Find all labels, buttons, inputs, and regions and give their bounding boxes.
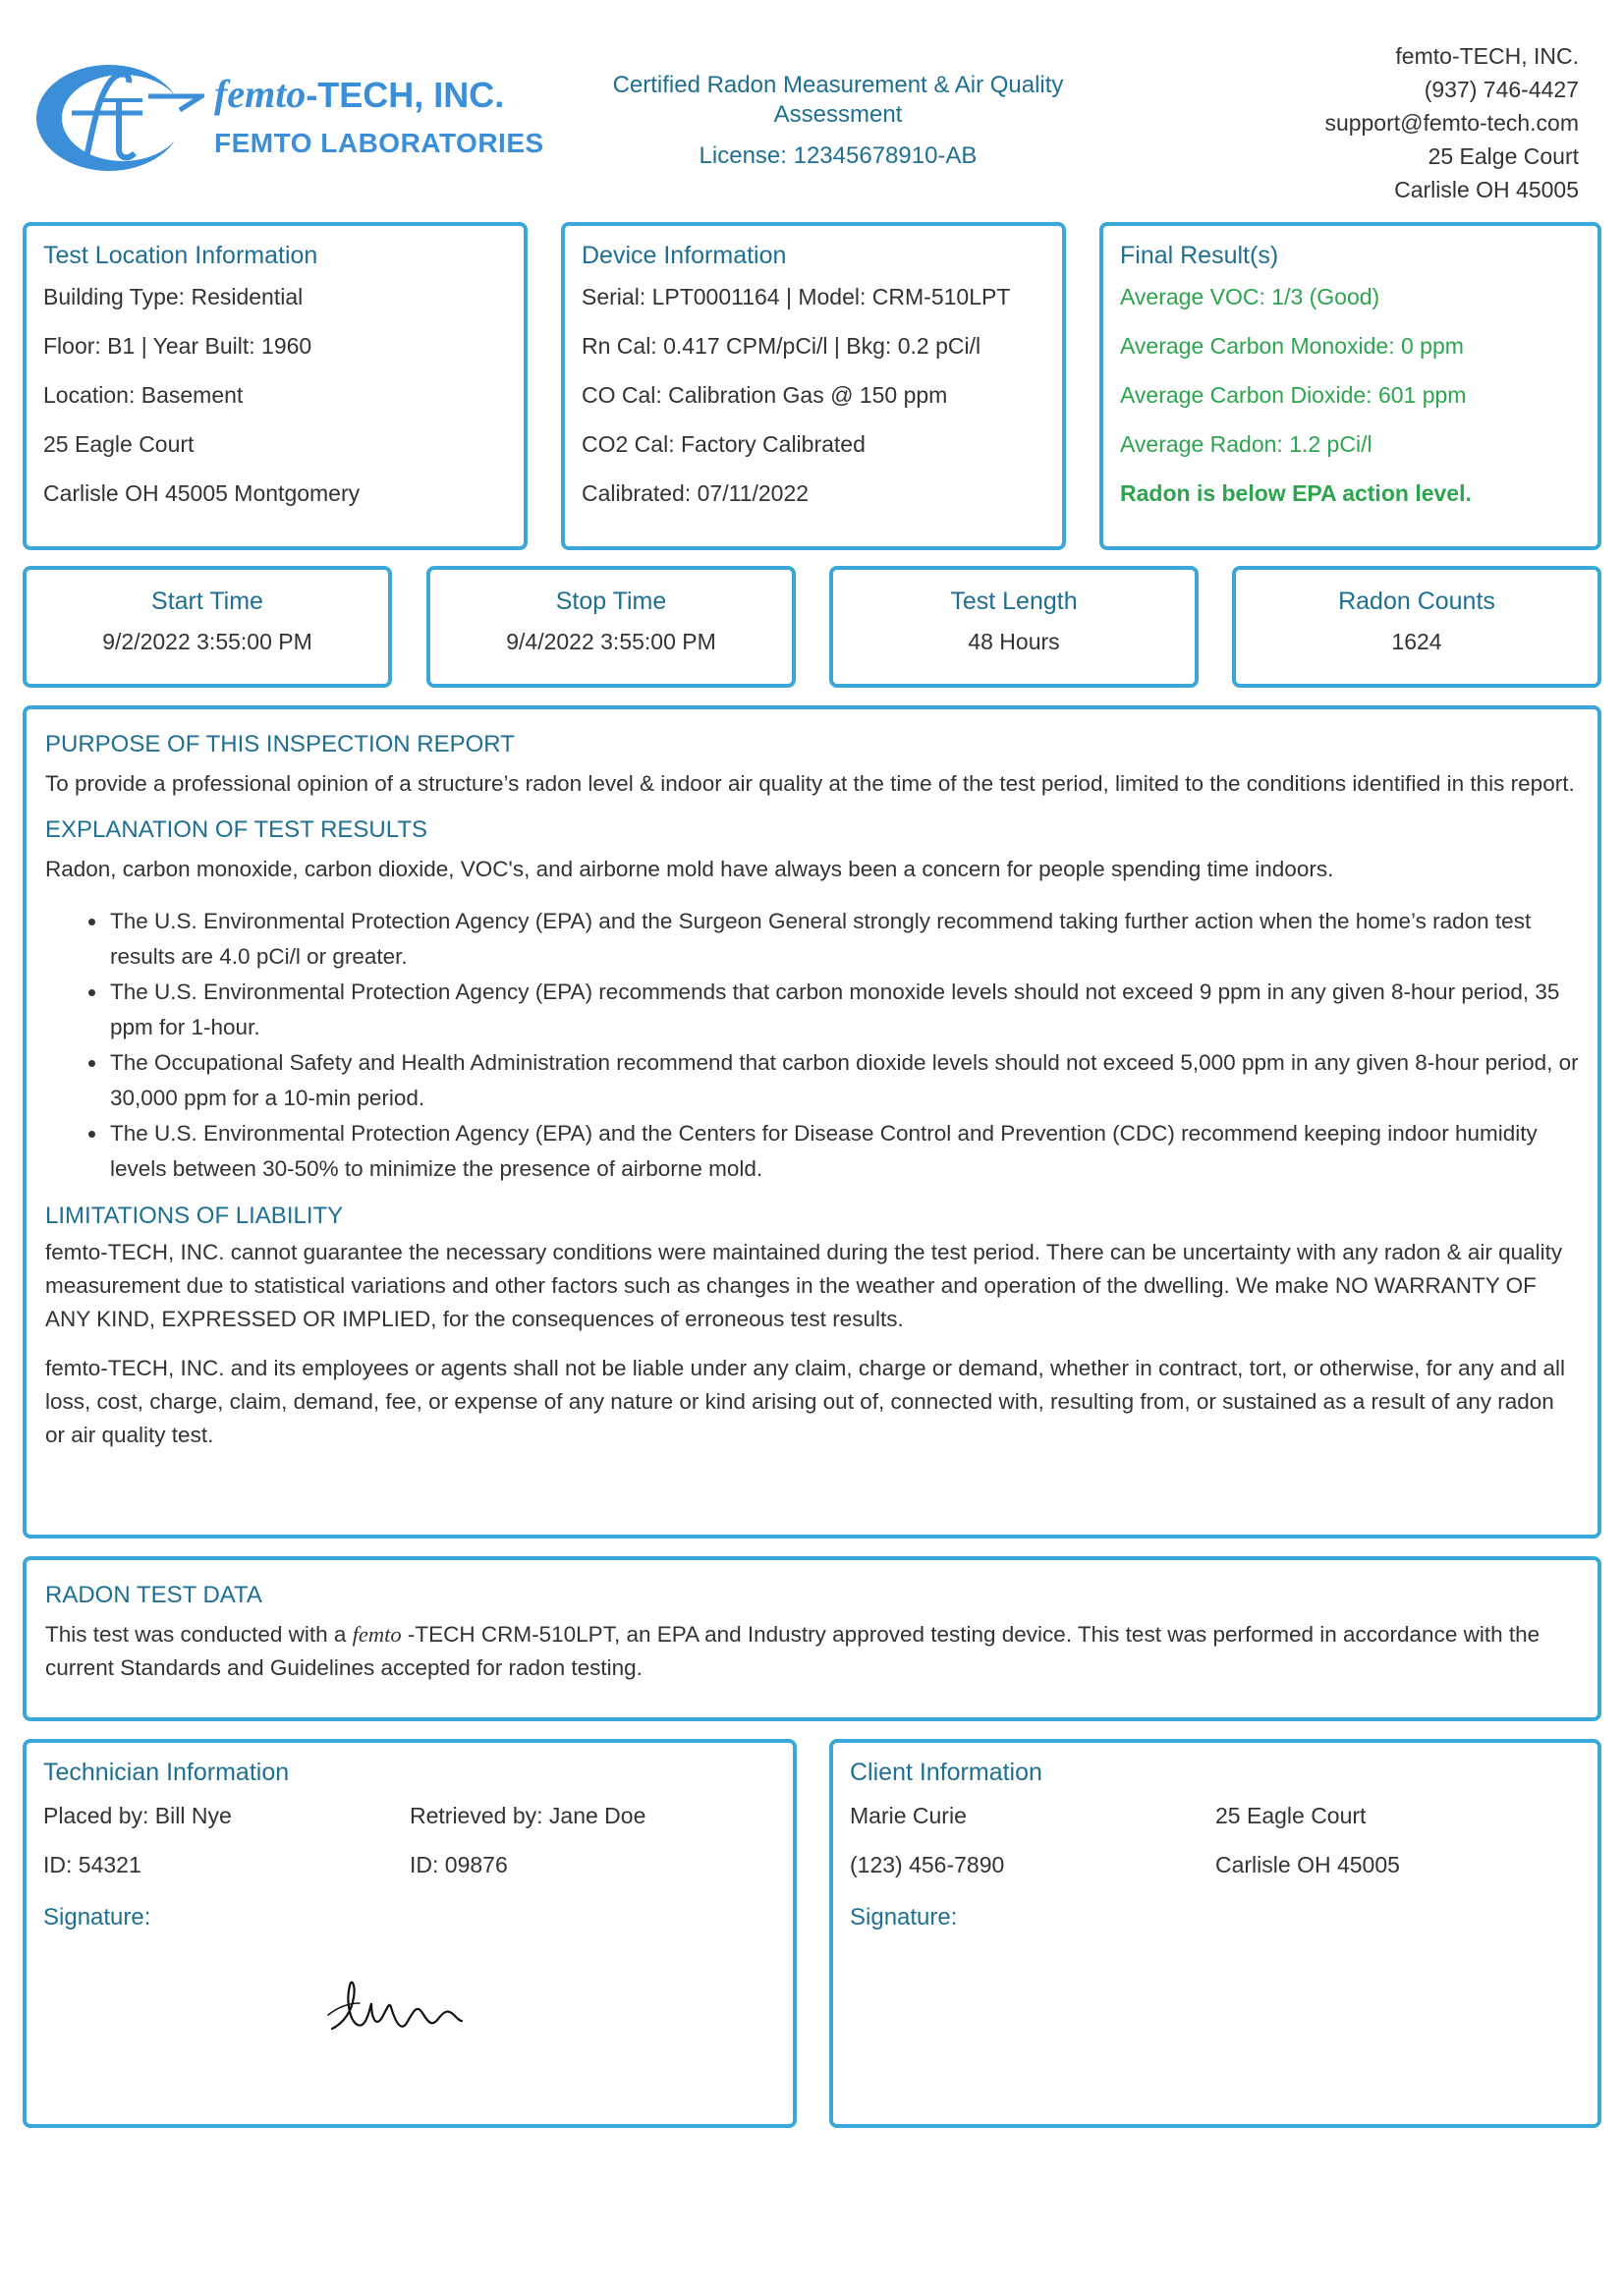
- result-co: Average Carbon Monoxide: 0 ppm: [1120, 332, 1464, 359]
- guideline-list: [108, 904, 1579, 1187]
- company-phone: (937) 746-4427: [1424, 77, 1579, 102]
- femto-logo-icon: [32, 59, 204, 177]
- limitations-paragraph-1: femto-TECH, INC. cannot guarantee the necessary conditions were maintained during the test period. There can be uncertainty with any radon & air quality measurement due to statistical variations and other factors such as changes in the weather and operation of the dwelling. We make NO WARRANTY OF ANY KIND, EXPRESSED OR IMPLIED, for the consequences of erroneous test results.: [45, 1239, 1563, 1331]
- client-street: 25 Eagle Court: [1215, 1802, 1367, 1828]
- report-header: [23, 0, 1601, 214]
- signature-label: Signature:: [43, 1903, 151, 1931]
- client-phone: (123) 456-7890: [850, 1851, 1005, 1877]
- company-email: support@femto-tech.com: [1324, 110, 1579, 136]
- device-co2-cal: CO2 Cal: Factory Calibrated: [582, 430, 866, 457]
- list-item: • The U.S. Environmental Protection Agency (EPA) recommends that carbon monoxide levels should not exceed 9 ppm in any given 8-hour period, 35 ppm for 1-hour.: [108, 975, 1579, 1045]
- client-city: Carlisle OH 45005: [1215, 1851, 1400, 1877]
- placed-id: ID: 54321: [43, 1851, 141, 1877]
- limitations-heading: LIMITATIONS OF LIABILITY: [45, 1203, 344, 1230]
- list-item: • The Occupational Safety and Health Administration recommend that carbon dioxide levels should not exceed 5,000 ppm in any given 8-hour period, or 30,000 ppm for a 10-min period.: [108, 1045, 1579, 1116]
- device-info-card: [561, 222, 1066, 550]
- device-calibrated: Calibrated: 07/11/2022: [582, 479, 810, 506]
- company-name: femto-TECH, INC.: [1395, 43, 1579, 69]
- technician-card: [23, 1739, 797, 2128]
- signature-label: Signature:: [850, 1903, 958, 1931]
- retrieved-by: Retrieved by: Jane Doe: [410, 1802, 646, 1828]
- start-time-label: Start Time: [151, 588, 263, 615]
- list-item: • The U.S. Environmental Protection Agency (EPA) and the Surgeon General strongly recommend taking further action when the home’s radon test results are 4.0 pCi/l or greater.: [108, 904, 1579, 975]
- card-title: Device Information: [582, 242, 787, 269]
- radon-data-heading: RADON TEST DATA: [45, 1582, 262, 1608]
- radon-data-text: This test was conducted with a femto -TECH CRM-510LPT, an EPA and Industry approved testing device. This test was performed in accordance with the current Standards and Guidelines accepted for radon testing.: [45, 1622, 1540, 1681]
- result-co2: Average Carbon Dioxide: 601 ppm: [1120, 381, 1467, 408]
- result-verdict: Radon is below EPA action level.: [1120, 479, 1472, 506]
- company-contact: [1324, 39, 1579, 206]
- result-voc: Average VOC: 1/3 (Good): [1120, 283, 1380, 309]
- retrieved-id: ID: 09876: [410, 1851, 508, 1877]
- test-location-card: [23, 222, 528, 550]
- radon-counts-label: Radon Counts: [1338, 588, 1495, 615]
- card-title: Client Information: [850, 1759, 1042, 1786]
- client-card: [829, 1739, 1601, 2128]
- purpose-text: To provide a professional opinion of a structure’s radon level & indoor air quality at the time of the test period, limited to the conditions identified in this report.: [45, 771, 1575, 797]
- device-serial-model: Serial: LPT0001164 | Model: CRM-510LPT: [582, 283, 1011, 309]
- company-logo: [32, 51, 543, 179]
- report-body-card: [23, 705, 1601, 1539]
- device-co-cal: CO Cal: Calibration Gas @ 150 ppm: [582, 381, 948, 408]
- placed-by: Placed by: Bill Nye: [43, 1802, 232, 1828]
- report-title-block: [583, 71, 1093, 171]
- logo-company-name: femto-TECH, INC.: [214, 72, 505, 116]
- location-name: Location: Basement: [43, 381, 244, 408]
- logo-subtitle: FEMTO LABORATORIES: [214, 128, 544, 158]
- company-street: 25 Ealge Court: [1428, 143, 1579, 169]
- card-title: Technician Information: [43, 1759, 290, 1786]
- technician-signature: [326, 1964, 488, 2043]
- device-rn-cal: Rn Cal: 0.417 CPM/pCi/l | Bkg: 0.2 pCi/l: [582, 332, 981, 359]
- result-radon: Average Radon: 1.2 pCi/l: [1120, 430, 1372, 457]
- explanation-heading: EXPLANATION OF TEST RESULTS: [45, 816, 427, 844]
- start-time-card: [23, 566, 392, 688]
- location-city: Carlisle OH 45005 Montgomery: [43, 479, 361, 506]
- report-title: Certified Radon Measurement & Air Quality Assessment: [612, 72, 1064, 128]
- stop-time-label: Stop Time: [555, 588, 667, 615]
- test-length-card: [829, 566, 1199, 688]
- radon-counts-card: [1232, 566, 1601, 688]
- start-time-value: 9/2/2022 3:55:00 PM: [102, 628, 312, 654]
- stop-time-card: [426, 566, 796, 688]
- building-type: Building Type: Residential: [43, 283, 304, 309]
- radon-test-data-card: [23, 1556, 1601, 1721]
- limitations-paragraph-2: femto-TECH, INC. and its employees or agents shall not be liable under any claim, charge or demand, whether in contract, tort, or otherwise, for any and all loss, cost, charge, claim, demand, fee, or expense of any nature or kind arising out of, connected with, resulting from, or sustained as a result of any radon or air quality test.: [45, 1355, 1566, 1447]
- location-street: 25 Eagle Court: [43, 430, 195, 457]
- card-title: Test Location Information: [43, 242, 318, 269]
- final-results-card: [1099, 222, 1601, 550]
- explanation-intro: Radon, carbon monoxide, carbon dioxide, VOC's, and airborne mold have always been a concern for people spending time indoors.: [45, 857, 1334, 882]
- test-length-label: Test Length: [950, 588, 1078, 615]
- test-length-value: 48 Hours: [968, 628, 1060, 654]
- floor-year: Floor: B1 | Year Built: 1960: [43, 332, 312, 359]
- stop-time-value: 9/4/2022 3:55:00 PM: [506, 628, 716, 654]
- card-title: Final Result(s): [1120, 242, 1279, 269]
- client-name: Marie Curie: [850, 1802, 967, 1828]
- radon-counts-value: 1624: [1391, 628, 1442, 654]
- purpose-heading: PURPOSE OF THIS INSPECTION REPORT: [45, 731, 515, 757]
- company-city: Carlisle OH 45005: [1394, 177, 1579, 202]
- license-number: License: 12345678910-AB: [699, 142, 978, 169]
- list-item: • The U.S. Environmental Protection Agency (EPA) and the Centers for Disease Control and Prevention (CDC) recommend keeping indoor humidity levels between 30-50% to minimize the presence of airborne mold.: [108, 1116, 1579, 1187]
